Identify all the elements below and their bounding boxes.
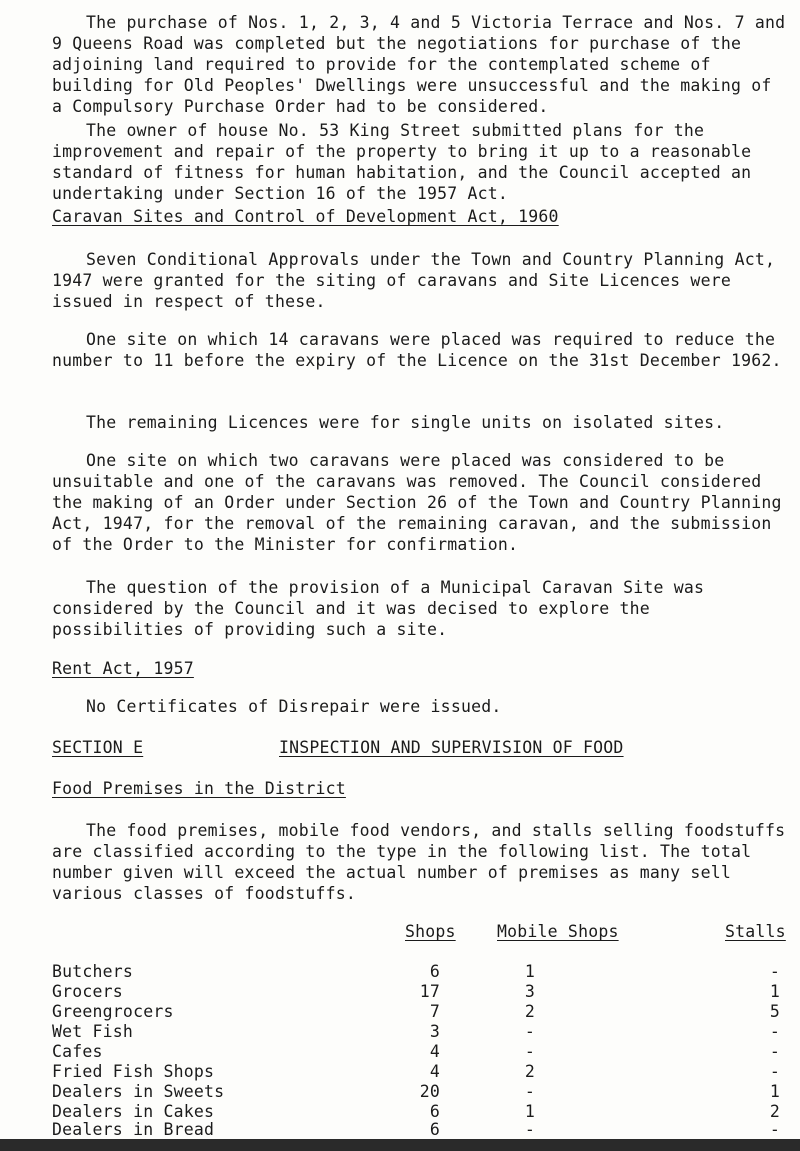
row-mobile: 2: [524, 1062, 535, 1081]
header-shops: Shops: [405, 922, 456, 941]
section-title: INSPECTION AND SUPERVISION OF FOOD: [279, 738, 624, 757]
header-stalls: Stalls: [725, 922, 786, 941]
row-label: Wet Fish: [52, 1022, 134, 1041]
row-label: Cafes: [52, 1042, 103, 1061]
row-stalls: -: [769, 1062, 780, 1081]
paragraph-food-premises: The food premises, mobile food vendors, and stalls selling foodstuffs are classified according to the type in the following list. The total number given will exceed the actual number of premises as many sell various classes of foodstuffs.: [52, 821, 786, 903]
paragraph-fourteen-caravans: One site on which 14 caravans were placed was required to reduce the number to 11 before the expiry of the Licence on the 31st December 1962.: [52, 330, 782, 370]
row-mobile: -: [524, 1022, 535, 1041]
row-label: Fried Fish Shops: [52, 1062, 215, 1081]
row-stalls: 5: [769, 1002, 780, 1021]
row-stalls: -: [769, 1120, 780, 1139]
row-stalls: -: [769, 1022, 780, 1041]
header-mobile-shops: Mobile Shops: [497, 922, 619, 941]
food-premises-heading: Food Premises in the District: [52, 779, 346, 798]
row-mobile: 3: [524, 982, 535, 1001]
row-shops: 17: [419, 982, 440, 1001]
section-label: SECTION E: [52, 738, 144, 757]
table-row: [0, 962, 800, 983]
table-row: [0, 1120, 800, 1141]
section-e-header: [52, 738, 787, 759]
row-mobile: 1: [524, 962, 535, 981]
row-mobile: -: [524, 1082, 535, 1101]
row-shops: 7: [429, 1002, 440, 1021]
row-shops: 6: [429, 1102, 440, 1121]
table-header: [0, 922, 800, 943]
paragraph-conditional-approvals: Seven Conditional Approvals under the Town and Country Planning Act, 1947 were granted for the siting of caravans and Site Licences were issued in respect of these.: [52, 250, 776, 311]
row-mobile: -: [524, 1042, 535, 1061]
row-mobile: -: [524, 1120, 535, 1139]
row-mobile: 2: [524, 1002, 535, 1021]
row-shops: 3: [429, 1022, 440, 1041]
paragraph-municipal-site: The question of the provision of a Municipal Caravan Site was considered by the Council and it was decised to explore the possibilities of providing such a site.: [52, 578, 705, 639]
row-label: Dealers in Cakes: [52, 1102, 215, 1121]
row-stalls: 2: [769, 1102, 780, 1121]
row-label: Dealers in Bread: [52, 1120, 215, 1139]
row-label: Butchers: [52, 962, 134, 981]
paragraph-remaining-licences: The remaining Licences were for single units on isolated sites.: [86, 413, 725, 432]
paragraph-unsuitable-site: One site on which two caravans were placed was considered to be unsuitable and one of the caravans was removed. The Council considered the making of an Order under Section 26 of the Town and Country Planning Act, 1947, for the removal of the remaining caravan, and the submission of the Order to the Minister for confirmation.: [52, 451, 782, 554]
row-stalls: -: [769, 962, 780, 981]
caravan-sites-heading: Caravan Sites and Control of Development Act, 1960: [52, 207, 559, 226]
row-label: Dealers in Sweets: [52, 1082, 225, 1101]
row-mobile: 1: [524, 1102, 535, 1121]
table-row: [0, 982, 800, 1003]
row-shops: 4: [429, 1062, 440, 1081]
table-row: [0, 1082, 800, 1103]
row-stalls: 1: [769, 982, 780, 1001]
row-shops: 6: [429, 962, 440, 981]
page-bottom-edge: [0, 1139, 800, 1151]
table-row: [0, 1042, 800, 1063]
row-stalls: -: [769, 1042, 780, 1061]
row-shops: 20: [419, 1082, 440, 1101]
row-shops: 6: [429, 1120, 440, 1139]
table-row: [0, 1062, 800, 1083]
rent-act-heading: Rent Act, 1957: [52, 659, 194, 678]
row-stalls: 1: [769, 1082, 780, 1101]
row-label: Greengrocers: [52, 1002, 174, 1021]
paragraph-king-street: The owner of house No. 53 King Street submitted plans for the improvement and repair of the property to bring it up to a reasonable standard of fitness for human habitation, and the Council accepted an undertaking under Section 16 of the 1957 Act.: [52, 121, 752, 203]
row-label: Grocers: [52, 982, 123, 1001]
paragraph-purchase: The purchase of Nos. 1, 2, 3, 4 and 5 Victoria Terrace and Nos. 7 and 9 Queens Road was completed but the negotiations for purchase of the adjoining land required to provide for the contemplated scheme of building for Old Peoples' Dwellings were unsuccessful and the making of a Compulsory Purchase Order had to be considered.: [52, 13, 786, 116]
paragraph-disrepair: No Certificates of Disrepair were issued.: [86, 697, 502, 716]
table-row: [0, 1022, 800, 1043]
row-shops: 4: [429, 1042, 440, 1061]
table-row: [0, 1002, 800, 1023]
